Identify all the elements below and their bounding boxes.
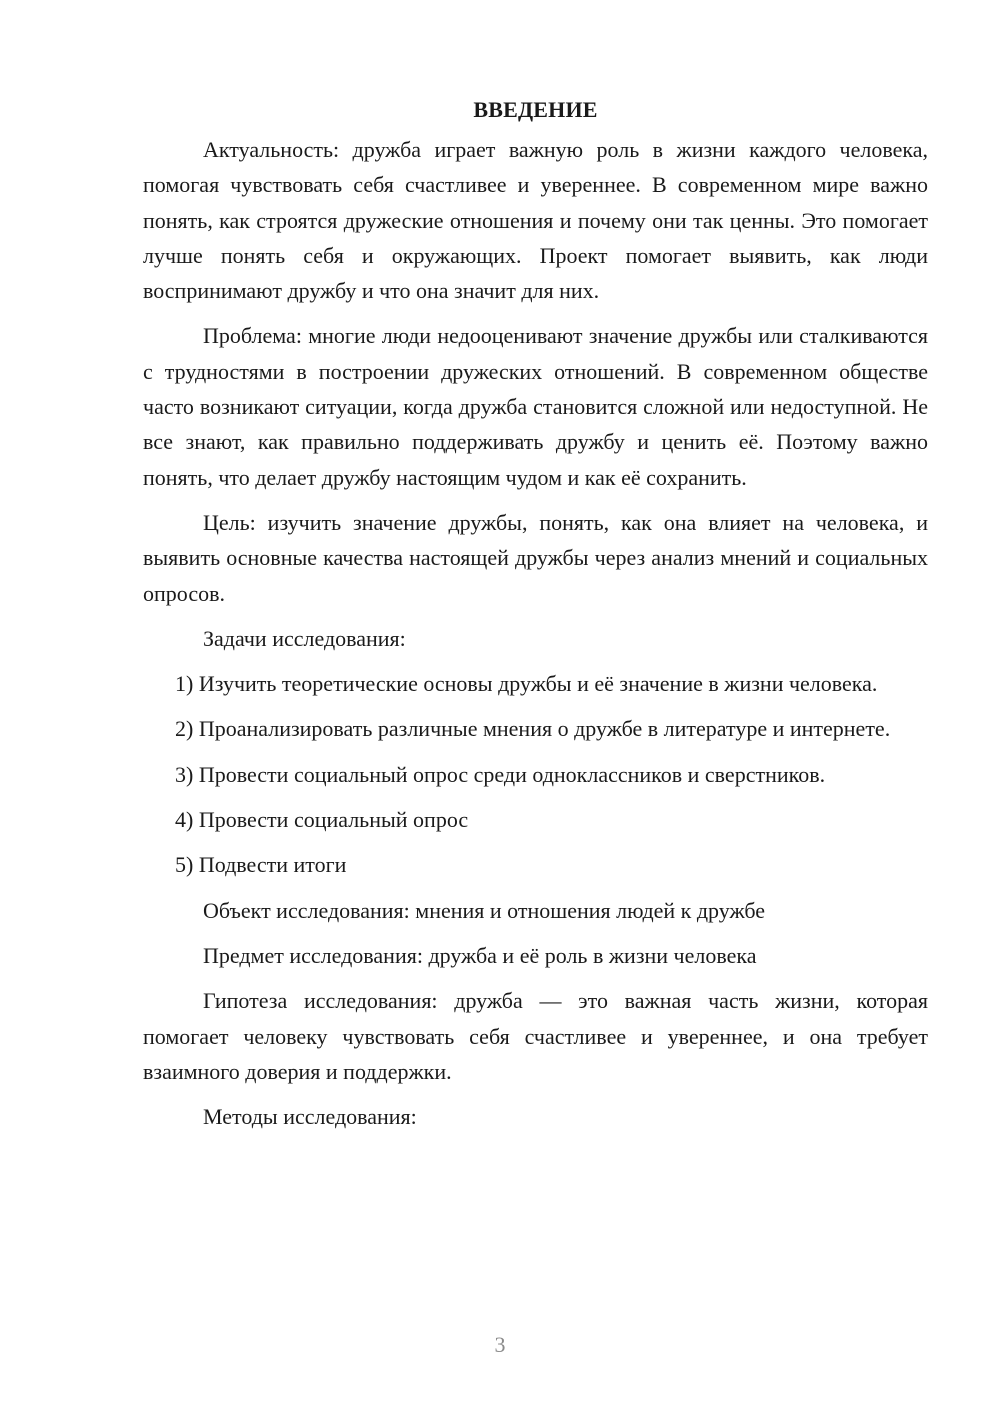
section-heading: ВВЕДЕНИЕ bbox=[473, 97, 598, 122]
problem-paragraph: Проблема: многие люди недооценивают значение дружбы или сталкиваются с трудностями в построении дружеских отношений. В современном обществе часто возникают ситуации, когда дружба становится сложной или недоступной. Не все знают, как правильно поддерживать дружбу и ценить её. Поэтому важно понять, что делает дружбу настоящим чудом и как её сохранить. bbox=[143, 323, 928, 490]
goal-paragraph: Цель: изучить значение дружбы, понять, как она влияет на человека, и выявить основные качества настоящей дружбы через анализ мнений и социальных опросов. bbox=[143, 509, 928, 606]
task-item-1: 1) Изучить теоретические основы дружбы и её значение в жизни человека. bbox=[175, 671, 878, 697]
document-page bbox=[143, 92, 928, 1144]
methods-title: Методы исследования: bbox=[203, 1104, 417, 1130]
page-number: 3 bbox=[494, 1332, 506, 1357]
task-item-2: 2) Проанализировать различные мнения о дружбе в литературе и интернете. bbox=[175, 716, 891, 742]
hypothesis-paragraph: Гипотеза исследования: дружба — это важная часть жизни, которая помогает человеку чувствовать себя счастливее и увереннее, и она требует взаимного доверия и поддержки. bbox=[143, 988, 928, 1084]
subject-paragraph: Предмет исследования: дружба и её роль в жизни человека bbox=[203, 942, 757, 968]
tasks-title: Задачи исследования: bbox=[203, 625, 406, 651]
relevance-paragraph: Актуальность: дружба играет важную роль в жизни каждого человека, помогая чувствовать себя счастливее и увереннее. В современном мире важно понять, как строятся дружеские отношения и почему они так ценны. Это помогает лучше понять себя и окружающих. Проект помогает выявить, как люди воспринимают дружбу и что она значит для них. bbox=[143, 137, 928, 304]
object-paragraph: Объект исследования: мнения и отношения людей к дружбе bbox=[203, 897, 766, 923]
task-item-4: 4) Провести социальный опрос bbox=[175, 807, 469, 833]
task-item-5: 5) Подвести итоги bbox=[175, 852, 347, 878]
task-item-3: 3) Провести социальный опрос среди одноклассников и сверстников. bbox=[175, 761, 826, 787]
